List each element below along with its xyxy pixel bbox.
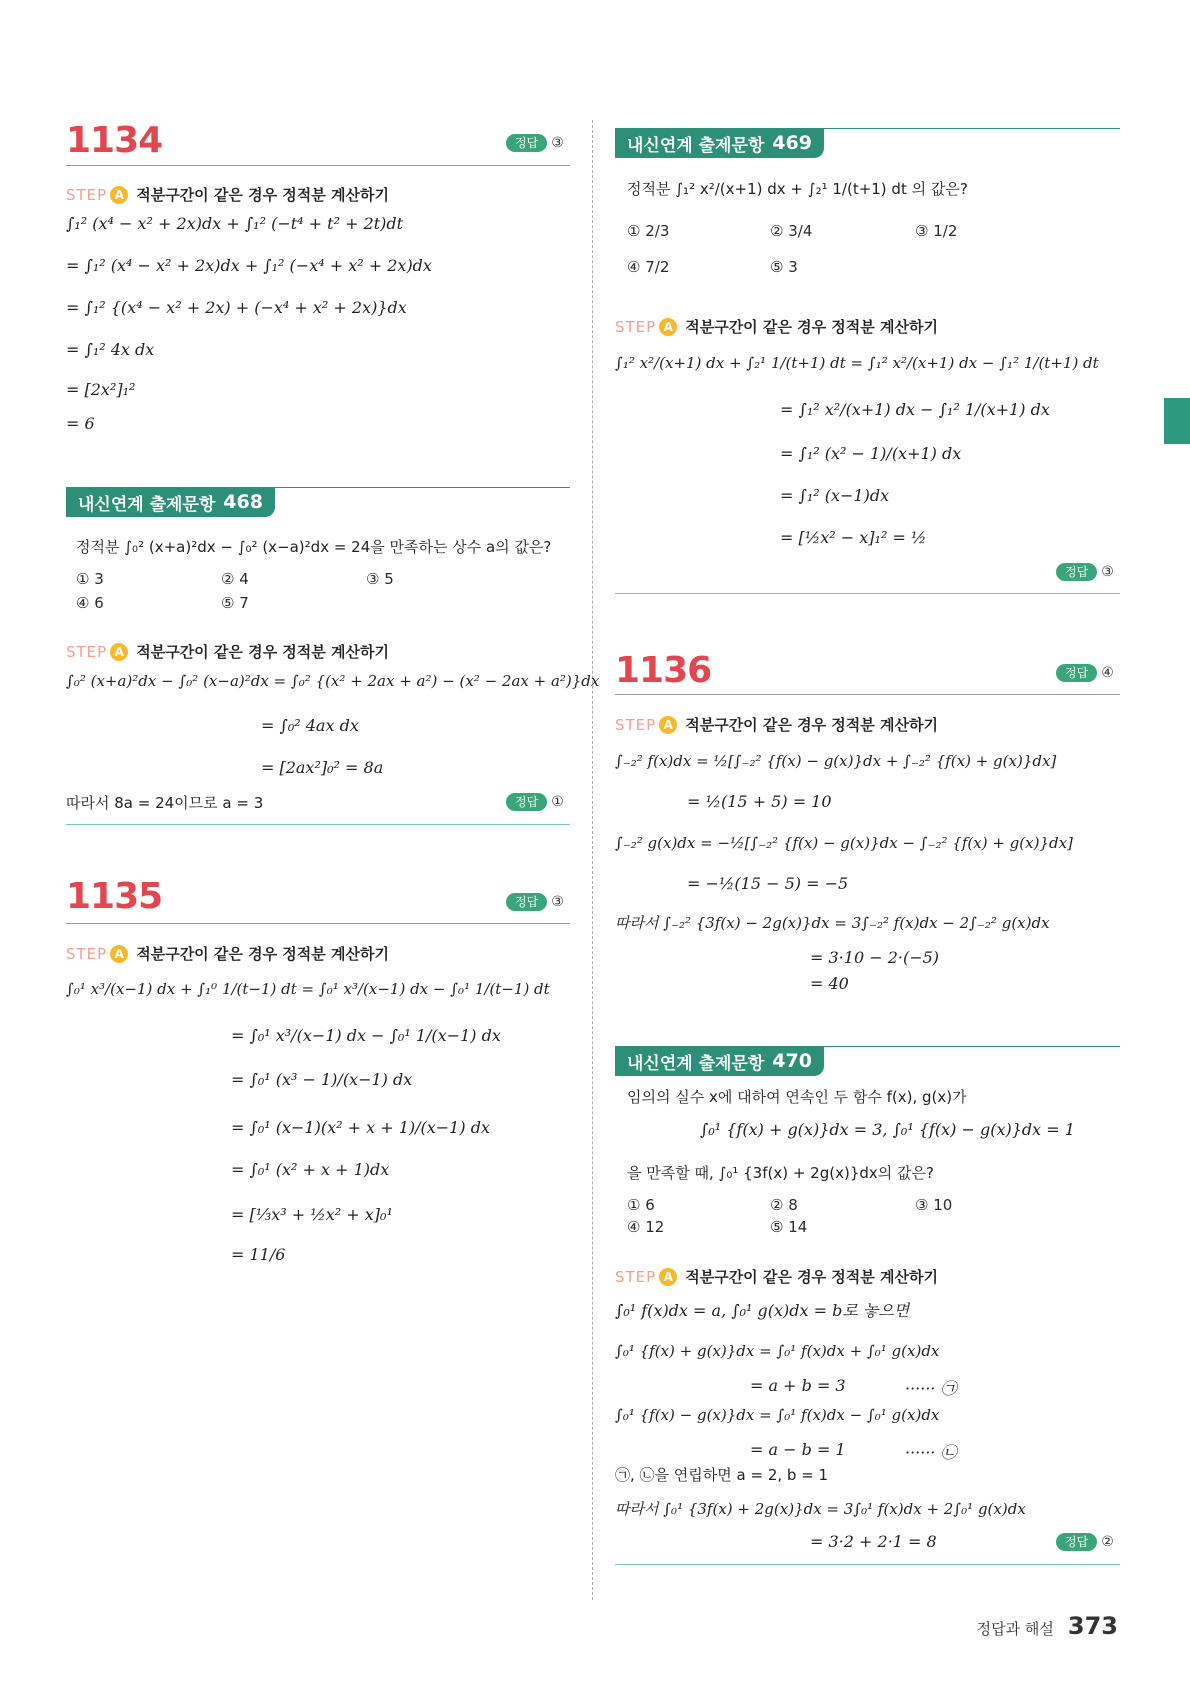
- problem-number-1134: 1134: [66, 120, 163, 161]
- question-469: 정적분 ∫₁² x²/(x+1) dx + ∫₂¹ 1/(t+1) dt 의 값은?: [627, 180, 968, 198]
- step-label: STEP: [66, 642, 108, 661]
- banner-line: [824, 1046, 1120, 1047]
- solution-line: = [2x²]₁²: [66, 380, 136, 399]
- step-title: 적분구간이 같은 경우 정적분 계산하기: [685, 1268, 938, 1286]
- answer-470: [1056, 1533, 1114, 1551]
- solution-line: ∫₁² (x⁴ − x² + 2x)dx + ∫₁² (−t⁴ + t² + 2t)dt: [66, 214, 404, 233]
- choice: ③ 5: [366, 570, 394, 588]
- solution-line: = [½x² − x]₁² = ½: [780, 528, 927, 547]
- solution-line: = a + b = 3: [750, 1376, 846, 1395]
- section-rule: [66, 923, 570, 924]
- choice: ① 6: [627, 1196, 655, 1214]
- question-468: 정적분 ∫₀² (x+a)²dx − ∫₀² (x−a)²dx = 24을 만족하는 상수 a의 값은?: [76, 538, 552, 556]
- step-a-badge: A: [659, 716, 677, 734]
- banner-line: [824, 128, 1120, 129]
- related-problem-banner-468: [66, 487, 570, 517]
- banner-line: [275, 487, 570, 488]
- question-470-line: ∫₀¹ {f(x) + g(x)}dx = 3, ∫₀¹ {f(x) − g(x)}dx = 1: [700, 1120, 1075, 1139]
- choice: ② 8: [770, 1196, 798, 1214]
- step-a-badge: A: [659, 1268, 677, 1286]
- question-470-line: 을 만족할 때, ∫₀¹ {3f(x) + 2g(x)}dx의 값은?: [627, 1164, 934, 1182]
- solution-line: ∫₋₂² g(x)dx = −½[∫₋₂² {f(x) − g(x)}dx − ∫₋₂² {f(x) + g(x)}dx]: [615, 834, 1073, 852]
- step-a-badge: A: [659, 318, 677, 336]
- solution-line: = ∫₁² x²/(x+1) dx − ∫₁² 1/(x+1) dx: [780, 400, 1050, 419]
- answer-badge: 정답: [1056, 664, 1097, 682]
- answer-value: ④: [1101, 665, 1114, 681]
- related-problem-banner-470: [615, 1046, 1120, 1076]
- question-470-line: 임의의 실수 x에 대하여 연속인 두 함수 f(x), g(x)가: [627, 1088, 967, 1106]
- solution-line: = ∫₀¹ (x² + x + 1)dx: [231, 1160, 390, 1179]
- step-a-badge: A: [110, 186, 128, 204]
- step-header: [66, 641, 389, 662]
- solution-line: = ∫₁² (x−1)dx: [780, 486, 890, 505]
- answer-1136: [1056, 664, 1114, 682]
- step-header: [615, 316, 938, 337]
- section-rule: [66, 824, 570, 825]
- choice: ③ 1/2: [915, 222, 958, 240]
- banner-number: 468: [223, 491, 263, 513]
- solution-line: = [2ax²]₀² = 8a: [261, 758, 384, 777]
- solution-line: = ∫₀¹ (x−1)(x² + x + 1)/(x−1) dx: [231, 1118, 490, 1137]
- solution-line: = −½(15 − 5) = −5: [687, 874, 849, 893]
- solution-line: = 3·10 − 2·(−5): [810, 948, 940, 967]
- related-problem-banner-469: [615, 128, 1120, 158]
- answer-value: ③: [1101, 564, 1114, 580]
- section-rule: [615, 1564, 1120, 1565]
- step-header: [66, 943, 389, 964]
- solution-line: ∫₁² x²/(x+1) dx + ∫₂¹ 1/(t+1) dt = ∫₁² x²/(x+1) dx − ∫₁² 1/(t+1) dt: [615, 354, 1099, 372]
- answer-value: ①: [551, 794, 564, 810]
- solution-line: = ½(15 + 5) = 10: [687, 792, 832, 811]
- solution-line: = ∫₁² 4x dx: [66, 340, 155, 359]
- solution-line: = a − b = 1: [750, 1440, 846, 1459]
- choice: ② 4: [221, 570, 249, 588]
- solution-line: ∫₀² (x+a)²dx − ∫₀² (x−a)²dx = ∫₀² {(x² + 2ax + a²) − (x² − 2ax + a²)}dx: [66, 672, 600, 690]
- step-title: 적분구간이 같은 경우 정적분 계산하기: [136, 945, 389, 963]
- solution-line: = 11/6: [231, 1245, 286, 1264]
- step-label: STEP: [66, 944, 108, 963]
- step-title: 적분구간이 같은 경우 정적분 계산하기: [136, 643, 389, 661]
- page-footer: [977, 1612, 1118, 1640]
- banner-box: [66, 487, 275, 517]
- choice: ② 3/4: [770, 222, 813, 240]
- conclusion-468: 따라서 8a = 24이므로 a = 3: [66, 794, 264, 812]
- step-title: 적분구간이 같은 경우 정적분 계산하기: [685, 716, 938, 734]
- equation-marker: ······ ㉡: [905, 1443, 957, 1462]
- answer-1135: [506, 893, 564, 911]
- problem-number-1135: 1135: [66, 876, 163, 917]
- choice: ⑤ 14: [770, 1218, 808, 1236]
- equation-marker: ······ ㉠: [905, 1379, 957, 1398]
- solution-line: ∫₀¹ f(x)dx = a, ∫₀¹ g(x)dx = b로 놓으면: [615, 1301, 910, 1320]
- answer-1134: [506, 134, 564, 152]
- solution-line: = ∫₁² (x⁴ − x² + 2x)dx + ∫₁² (−x⁴ + x² + 2x)dx: [66, 256, 432, 275]
- section-rule: [66, 165, 570, 166]
- section-rule: [615, 694, 1120, 695]
- banner-label: 내신연계 출제문항: [627, 135, 765, 156]
- banner-label: 내신연계 출제문항: [78, 494, 216, 515]
- step-header: [66, 184, 389, 205]
- answer-badge: 정답: [1056, 1533, 1097, 1551]
- choice: ④ 12: [627, 1218, 665, 1236]
- column-divider: [592, 120, 593, 1600]
- solution-line: ㉠, ㉡을 연립하면 a = 2, b = 1: [615, 1466, 829, 1484]
- choice: ④ 7/2: [627, 258, 670, 276]
- answer-value: ③: [551, 135, 564, 151]
- solution-line: ∫₀¹ {f(x) − g(x)}dx = ∫₀¹ f(x)dx − ∫₀¹ g(x)dx: [615, 1406, 940, 1424]
- answer-469: [1056, 563, 1114, 581]
- section-rule: [615, 593, 1120, 594]
- solution-line: = 3·2 + 2·1 = 8: [810, 1532, 937, 1551]
- problem-number-1136: 1136: [615, 650, 712, 691]
- solution-line: ∫₀¹ x³/(x−1) dx + ∫₁⁰ 1/(t−1) dt = ∫₀¹ x³/(x−1) dx − ∫₀¹ 1/(t−1) dt: [66, 980, 550, 998]
- answer-badge: 정답: [506, 793, 547, 811]
- choice: ⑤ 3: [770, 258, 798, 276]
- page-edge-tab: [1164, 398, 1190, 444]
- step-title: 적분구간이 같은 경우 정적분 계산하기: [685, 318, 938, 336]
- step-a-badge: A: [110, 643, 128, 661]
- banner-label: 내신연계 출제문항: [627, 1053, 765, 1074]
- answer-badge: 정답: [506, 893, 547, 911]
- banner-number: 470: [772, 1050, 812, 1072]
- choice: ① 3: [76, 570, 104, 588]
- answer-468: [506, 793, 564, 811]
- step-a-badge: A: [110, 945, 128, 963]
- solution-line: = ∫₁² {(x⁴ − x² + 2x) + (−x⁴ + x² + 2x)}dx: [66, 298, 407, 317]
- step-title: 적분구간이 같은 경우 정적분 계산하기: [136, 186, 389, 204]
- solution-line: = 6: [66, 414, 95, 433]
- step-label: STEP: [66, 185, 108, 204]
- solution-line: 따라서 ∫₋₂² {3f(x) − 2g(x)}dx = 3∫₋₂² f(x)dx − 2∫₋₂² g(x)dx: [615, 914, 1050, 932]
- solution-line: = 40: [810, 974, 849, 993]
- step-label: STEP: [615, 715, 657, 734]
- step-label: STEP: [615, 317, 657, 336]
- step-label: STEP: [615, 1267, 657, 1286]
- solution-line: 따라서 ∫₀¹ {3f(x) + 2g(x)}dx = 3∫₀¹ f(x)dx + 2∫₀¹ g(x)dx: [615, 1500, 1026, 1518]
- footer-title: 정답과 해설: [976, 1620, 1054, 1638]
- solution-line: = ∫₀¹ (x³ − 1)/(x−1) dx: [231, 1070, 413, 1089]
- solution-line: = ∫₀¹ x³/(x−1) dx − ∫₀¹ 1/(x−1) dx: [231, 1026, 501, 1045]
- banner-number: 469: [772, 132, 812, 154]
- answer-value: ②: [1101, 1534, 1114, 1550]
- solution-line: = [⅓x³ + ½x² + x]₀¹: [231, 1205, 393, 1224]
- answer-value: ③: [551, 894, 564, 910]
- banner-box: [615, 1046, 824, 1076]
- choice: ③ 10: [915, 1196, 953, 1214]
- choice: ⑤ 7: [221, 594, 249, 612]
- solution-line: ∫₀¹ {f(x) + g(x)}dx = ∫₀¹ f(x)dx + ∫₀¹ g(x)dx: [615, 1342, 940, 1360]
- choice: ④ 6: [76, 594, 104, 612]
- page-number: 373: [1067, 1612, 1118, 1640]
- choice: ① 2/3: [627, 222, 670, 240]
- solution-line: ∫₋₂² f(x)dx = ½[∫₋₂² {f(x) − g(x)}dx + ∫₋₂² {f(x) + g(x)}dx]: [615, 752, 1057, 770]
- step-header: [615, 1266, 938, 1287]
- solution-line: = ∫₀² 4ax dx: [261, 716, 359, 735]
- solution-line: = ∫₁² (x² − 1)/(x+1) dx: [780, 444, 962, 463]
- answer-badge: 정답: [1056, 563, 1097, 581]
- answer-badge: 정답: [506, 134, 547, 152]
- step-header: [615, 714, 938, 735]
- banner-box: [615, 128, 824, 158]
